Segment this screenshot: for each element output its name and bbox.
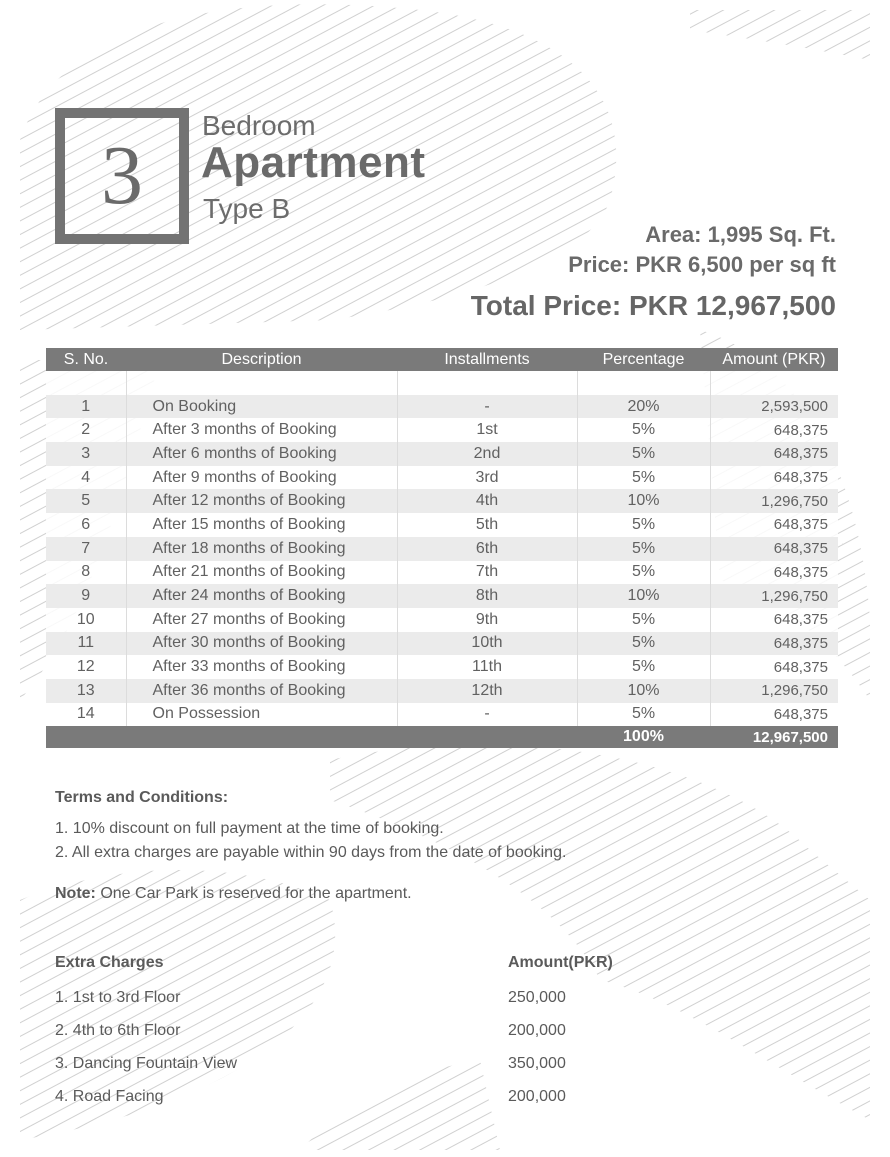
area-text: Area: 1,995 Sq. Ft. bbox=[645, 222, 836, 247]
cell-installment: 4th bbox=[397, 489, 577, 513]
cell-sno: 11 bbox=[46, 632, 126, 656]
cell-amount: 648,375 bbox=[710, 632, 838, 656]
cell-installment: 8th bbox=[397, 584, 577, 608]
cell-installment: 6th bbox=[397, 537, 577, 561]
cell-sno: 13 bbox=[46, 679, 126, 703]
cell-sno: 14 bbox=[46, 703, 126, 727]
cell-sno: 5 bbox=[46, 489, 126, 513]
title-line-bedroom: Bedroom bbox=[202, 110, 316, 141]
cell-installment: 11th bbox=[397, 655, 577, 679]
cell-percentage: 5% bbox=[577, 466, 710, 490]
cell-amount: 648,375 bbox=[710, 537, 838, 561]
cell-installment: 10th bbox=[397, 632, 577, 656]
table-row bbox=[46, 703, 838, 727]
term-item: 1. 10% discount on full payment at the time of booking. bbox=[55, 820, 444, 837]
table-row bbox=[46, 442, 838, 466]
cell-amount: 1,296,750 bbox=[710, 489, 838, 513]
cell-installment: 5th bbox=[397, 513, 577, 537]
table-row bbox=[46, 584, 838, 608]
cell-sno: 8 bbox=[46, 561, 126, 585]
price-text: Price: PKR 6,500 per sq ft bbox=[568, 252, 836, 277]
extra-charge-name: 4. Road Facing bbox=[55, 1088, 164, 1105]
cell-installment: 7th bbox=[397, 561, 577, 585]
cell-description: After 36 months of Booking bbox=[126, 679, 397, 703]
cell-description: After 15 months of Booking bbox=[126, 513, 397, 537]
header-installments: Installments bbox=[397, 348, 577, 371]
table-row bbox=[46, 466, 838, 490]
cell-sno: 4 bbox=[46, 466, 126, 490]
extra-charges-amount-heading: Amount(PKR) bbox=[508, 954, 613, 971]
extra-charge-amount: 250,000 bbox=[508, 989, 566, 1006]
cell-percentage: 5% bbox=[577, 703, 710, 727]
table-row bbox=[46, 537, 838, 561]
cell-description: After 3 months of Booking bbox=[126, 418, 397, 442]
table-total-row bbox=[46, 726, 838, 748]
total-price-text: Total Price: PKR 12,967,500 bbox=[470, 290, 836, 321]
cell-installment: 2nd bbox=[397, 442, 577, 466]
cell-description: On Booking bbox=[126, 395, 397, 419]
table-row bbox=[46, 561, 838, 585]
cell-sno: 9 bbox=[46, 584, 126, 608]
header-description: Description bbox=[126, 348, 397, 371]
cell-percentage: 5% bbox=[577, 537, 710, 561]
cell-description: After 24 months of Booking bbox=[126, 584, 397, 608]
payment-plan-table bbox=[46, 348, 838, 748]
cell-amount: 1,296,750 bbox=[710, 584, 838, 608]
cell-description: After 21 months of Booking bbox=[126, 561, 397, 585]
cell-amount: 648,375 bbox=[710, 655, 838, 679]
table-row bbox=[46, 655, 838, 679]
cell-description: After 9 months of Booking bbox=[126, 466, 397, 490]
cell-installment: - bbox=[397, 703, 577, 727]
extra-charge-amount: 200,000 bbox=[508, 1088, 566, 1105]
cell-percentage: 10% bbox=[577, 584, 710, 608]
cell-amount: 648,375 bbox=[710, 418, 838, 442]
cell-percentage: 5% bbox=[577, 418, 710, 442]
header-sno: S. No. bbox=[46, 348, 126, 371]
cell-percentage: 5% bbox=[577, 608, 710, 632]
extra-charge-name: 3. Dancing Fountain View bbox=[55, 1055, 238, 1072]
cell-installment: 9th bbox=[397, 608, 577, 632]
cell-percentage: 5% bbox=[577, 655, 710, 679]
header-amount: Amount (PKR) bbox=[710, 348, 838, 371]
cell-amount: 2,593,500 bbox=[710, 395, 838, 419]
note-body: One Car Park is reserved for the apartment. bbox=[95, 885, 412, 902]
note-label: Note: bbox=[55, 885, 96, 902]
cell-percentage: 5% bbox=[577, 513, 710, 537]
cell-percentage: 20% bbox=[577, 395, 710, 419]
cell-description: After 33 months of Booking bbox=[126, 655, 397, 679]
extra-charge-name: 2. 4th to 6th Floor bbox=[55, 1022, 181, 1039]
cell-sno: 10 bbox=[46, 608, 126, 632]
extra-charges-heading: Extra Charges bbox=[55, 954, 164, 971]
cell-amount: 648,375 bbox=[710, 442, 838, 466]
terms-heading: Terms and Conditions: bbox=[55, 789, 229, 806]
cell-sno: 6 bbox=[46, 513, 126, 537]
table-header-row bbox=[46, 348, 838, 371]
total-percentage: 100% bbox=[577, 726, 710, 748]
cell-amount: 648,375 bbox=[710, 513, 838, 537]
extra-charge-amount: 200,000 bbox=[508, 1022, 566, 1039]
cell-installment: - bbox=[397, 395, 577, 419]
extra-charge-name: 1. 1st to 3rd Floor bbox=[55, 989, 181, 1006]
cell-amount: 648,375 bbox=[710, 608, 838, 632]
term-item: 2. All extra charges are payable within 90 days from the date of booking. bbox=[55, 844, 567, 861]
cell-installment: 1st bbox=[397, 418, 577, 442]
cell-description: On Possession bbox=[126, 703, 397, 727]
extra-charge-amount: 350,000 bbox=[508, 1055, 566, 1072]
cell-percentage: 10% bbox=[577, 489, 710, 513]
header-percentage: Percentage bbox=[577, 348, 710, 371]
total-row-empty-cell bbox=[397, 726, 577, 748]
total-row-empty-cell bbox=[46, 726, 126, 748]
total-row-empty-cell bbox=[126, 726, 397, 748]
table-row bbox=[46, 679, 838, 703]
title-line-apartment: Apartment bbox=[201, 138, 426, 187]
cell-installment: 12th bbox=[397, 679, 577, 703]
cell-amount: 648,375 bbox=[710, 466, 838, 490]
total-amount: 12,967,500 bbox=[710, 726, 838, 748]
cell-percentage: 5% bbox=[577, 632, 710, 656]
table-row bbox=[46, 489, 838, 513]
table-spacer-row bbox=[46, 371, 838, 395]
bedroom-count: 3 bbox=[101, 129, 143, 222]
cell-sno: 7 bbox=[46, 537, 126, 561]
table-row bbox=[46, 608, 838, 632]
cell-percentage: 5% bbox=[577, 561, 710, 585]
table-row bbox=[46, 513, 838, 537]
cell-description: After 6 months of Booking bbox=[126, 442, 397, 466]
table-row bbox=[46, 632, 838, 656]
bedroom-count-box bbox=[55, 108, 189, 244]
cell-percentage: 5% bbox=[577, 442, 710, 466]
cell-percentage: 10% bbox=[577, 679, 710, 703]
cell-sno: 2 bbox=[46, 418, 126, 442]
cell-amount: 648,375 bbox=[710, 561, 838, 585]
cell-sno: 1 bbox=[46, 395, 126, 419]
cell-installment: 3rd bbox=[397, 466, 577, 490]
cell-sno: 3 bbox=[46, 442, 126, 466]
cell-description: After 30 months of Booking bbox=[126, 632, 397, 656]
table-row bbox=[46, 418, 838, 442]
cell-description: After 27 months of Booking bbox=[126, 608, 397, 632]
cell-amount: 1,296,750 bbox=[710, 679, 838, 703]
title-line-type: Type B bbox=[203, 193, 291, 224]
cell-description: After 18 months of Booking bbox=[126, 537, 397, 561]
table-row bbox=[46, 395, 838, 419]
cell-amount: 648,375 bbox=[710, 703, 838, 727]
note-text bbox=[55, 885, 412, 903]
cell-description: After 12 months of Booking bbox=[126, 489, 397, 513]
cell-sno: 12 bbox=[46, 655, 126, 679]
